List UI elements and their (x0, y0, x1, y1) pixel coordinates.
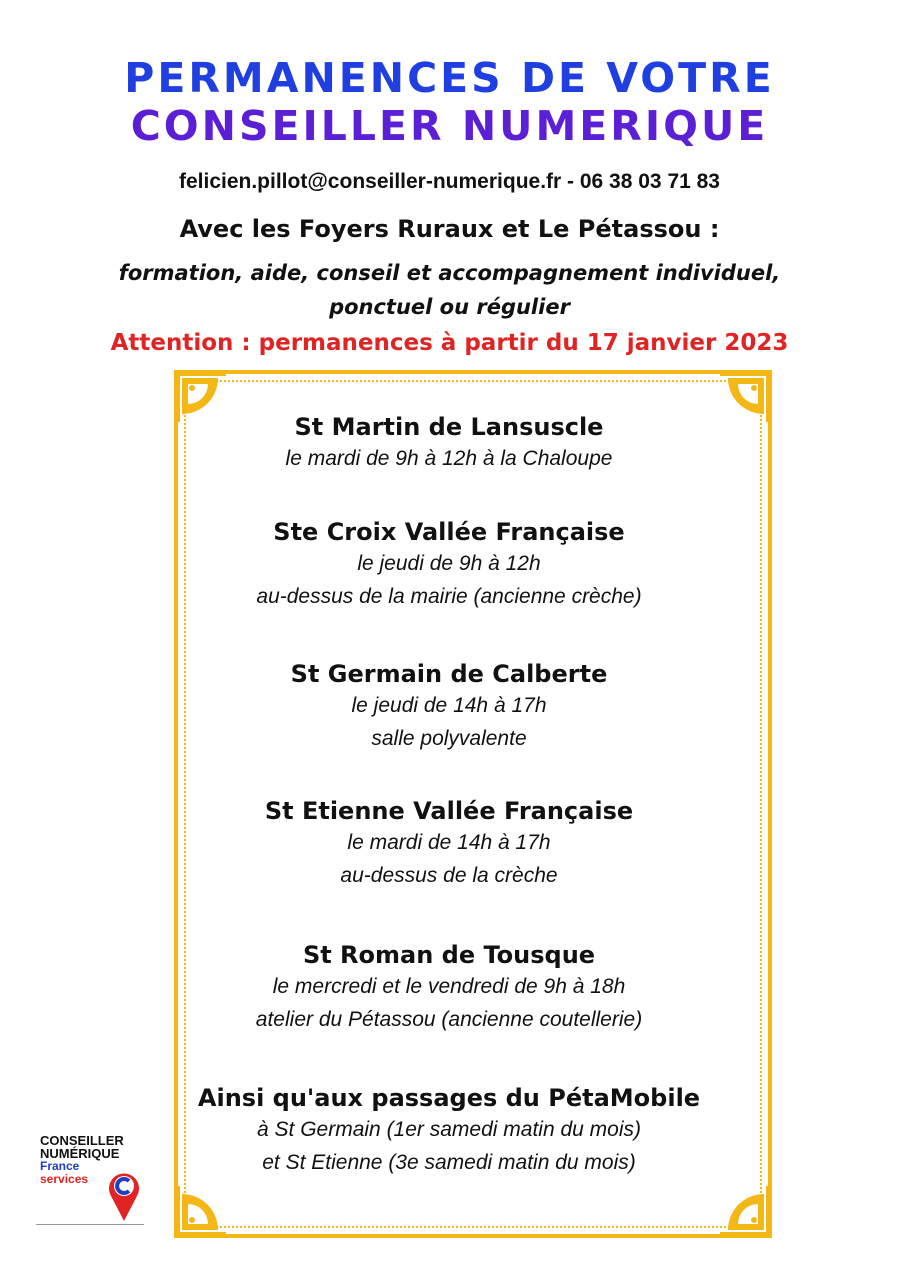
location-place: atelier du Pétassou (ancienne coutellerie) (255, 1008, 643, 1031)
title-line-1: PERMANENCES DE VOTRE (124, 54, 775, 102)
title-line-2: CONSEILLER NUMERIQUE (130, 102, 769, 150)
intro-heading: Avec les Foyers Ruraux et Le Pétassou : (179, 215, 720, 243)
location-name: Ainsi qu'aux passages du PétaMobile (197, 1084, 701, 1112)
location-place: au-dessus de la mairie (ancienne crèche) (256, 585, 642, 608)
logo-line-3: France (40, 1159, 80, 1173)
logo-line-1: CONSEILLER (40, 1133, 124, 1148)
location-place: salle polyvalente (371, 727, 527, 750)
contact-info: felicien.pillot@conseiller-numerique.fr - 06 38 03 71 83 (178, 170, 720, 193)
services-description: formation, aide, conseil et accompagnement individuel, ponctuel ou régulier (118, 261, 781, 319)
logo-divider (36, 1224, 144, 1225)
location-name: St Etienne Vallée Française (264, 797, 634, 825)
location-name: St Martin de Lansuscle (294, 413, 604, 441)
location-schedule: le mardi de 14h à 17h (347, 831, 551, 854)
corner-ornament-icon (174, 1182, 230, 1238)
conseiller-numerique-logo (40, 1134, 150, 1228)
map-pin-icon (108, 1166, 140, 1222)
location-schedule: le jeudi de 9h à 12h (357, 552, 541, 575)
location-place: au-dessus de la crèche (340, 864, 558, 887)
location-block (174, 796, 724, 892)
location-block (174, 940, 724, 1036)
logo-line-4: services (40, 1172, 89, 1186)
location-block (174, 1083, 724, 1179)
location-block (174, 517, 724, 613)
location-schedule: à St Germain (1er samedi matin du mois) (257, 1118, 641, 1141)
location-schedule: le mardi de 9h à 12h à la Chaloupe (285, 447, 613, 470)
location-block (174, 412, 724, 475)
location-name: St Germain de Calberte (290, 660, 608, 688)
location-schedule: le mercredi et le vendredi de 9h à 18h (272, 975, 626, 998)
corner-ornament-icon (716, 1182, 772, 1238)
location-name: Ste Croix Vallée Française (273, 518, 625, 546)
location-schedule: le jeudi de 14h à 17h (351, 694, 547, 717)
location-block (174, 659, 724, 755)
logo-line-2: NUMÉRIQUE (40, 1146, 120, 1161)
attention-notice: Attention : permanences à partir du 17 janvier 2023 (110, 330, 789, 356)
location-place: et St Etienne (3e samedi matin du mois) (262, 1151, 636, 1174)
corner-ornament-icon (716, 370, 772, 426)
location-name: St Roman de Tousque (302, 941, 596, 969)
